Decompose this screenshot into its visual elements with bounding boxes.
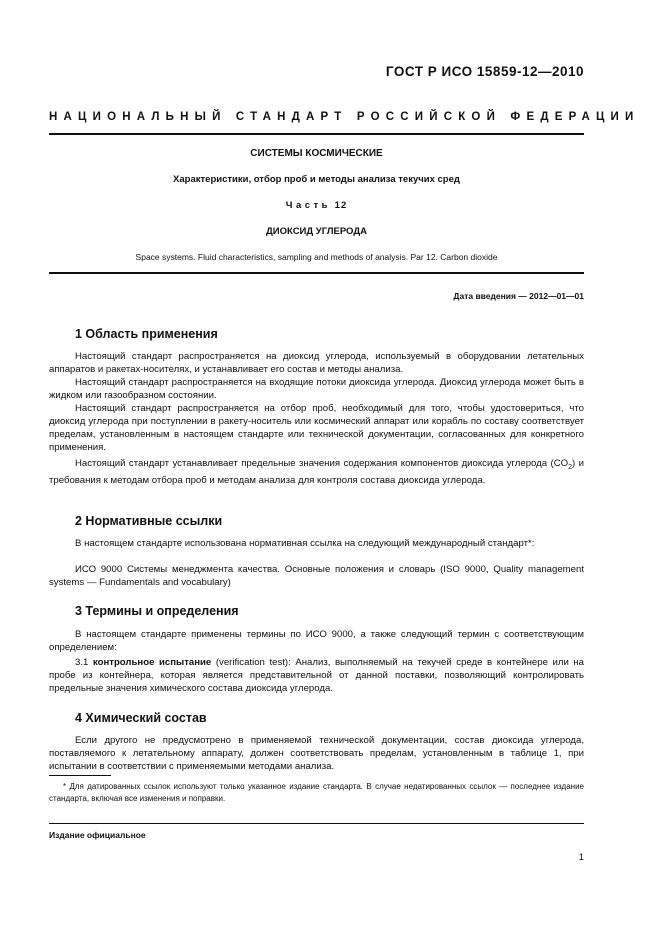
footnote-rule (49, 775, 111, 776)
term-name: контрольное испытание (92, 657, 212, 668)
co2-subscript: 2 (568, 463, 573, 471)
scope-paragraph-2: Настоящий стандарт распространяется на входящие потоки диоксида углерода. Диоксид углерода может быть в жидком или газообразном состоянии. (49, 377, 584, 401)
page-number: 1 (578, 852, 584, 863)
scope-paragraph-1: Настоящий стандарт распространяется на диоксид углерода, используемый в оборудовании летательных аппаратов и ракетах-носителях, и устанавливает его состав и методы анализа. (49, 351, 584, 375)
footnote: * Для датированных ссылок используют только указанное издание стандарта. В случае недатированных ссылок — последнее издание стандарта, включая все изменения и поправки. (49, 782, 584, 803)
reference-iso-9000: ИСО 9000 Системы менеджмента качества. Основные положения и словарь (ISO 9000, Quality management systems — Fundamentals and vocabulary) (49, 564, 584, 588)
document-subtitle: Характеристики, отбор проб и методы анализа текучих сред (173, 174, 460, 185)
document-number: ГОСТ Р ИСО 15859-12—2010 (385, 64, 584, 79)
section-heading-terms: 3 Термины и определения (75, 604, 239, 618)
term-number: 3.1 (75, 657, 89, 668)
scope-p4-text-after: ) и требования к методам отбора проб и методам анализа для контроля состава диоксида углерода. (49, 458, 584, 486)
systems-title: СИСТЕМЫ КОСМИЧЕСКИЕ (250, 148, 383, 159)
english-title: Space systems. Fluid characteristics, sampling and methods of analysis. Par 12. Carbon dioxide (135, 252, 498, 262)
part-label: Часть (285, 200, 332, 211)
introduction-date: Дата введения — 2012—01—01 (453, 291, 584, 301)
national-standard-title: НАЦИОНАЛЬНЫЙ СТАНДАРТ РОССИЙСКОЙ ФЕДЕРАЦИИ (49, 111, 640, 123)
title-bottom-rule (49, 272, 584, 274)
references-intro: В настоящем стандарте использована нормативная ссылка на следующий международный стандарт*: (75, 538, 535, 549)
part-line (49, 200, 584, 211)
part-name: ДИОКСИД УГЛЕРОДА (266, 226, 367, 237)
scope-paragraph-3: Настоящий стандарт распространяется на отбор проб, необходимый для того, чтобы удостовериться, что диоксид углерода при поступлении в ракету-носитель или космический аппарат или корабль по составу соответствует пределам, установленным в настоящем стандарте или технической документации, согласованных для конкретного применения. (49, 403, 584, 453)
composition-paragraph: Если другого не предусмотрено в применяемой технической документации, состав диоксида углерода, поставляемого к летательному аппарату, должен соответствовать пределам, установленным в таблице 1, при испытании в соответствии с применяемыми методами анализа. (49, 735, 584, 772)
section-heading-normative-references: 2 Нормативные ссылки (75, 514, 223, 528)
scope-p4-text-before: Настоящий стандарт устанавливает предельные значения содержания компонентов диоксида углерода (CO (75, 458, 569, 469)
part-number: 12 (334, 200, 348, 211)
section-heading-scope: 1 Область применения (75, 327, 218, 341)
edition-rule (49, 823, 584, 824)
title-top-rule (49, 133, 584, 135)
section-heading-chemical-composition: 4 Химический состав (75, 711, 207, 725)
term-definition: (verification test): Анализ, выполняемый на текучей среде в контейнере или на пробе из контейнера, которая является представительной от данной поставки, позволяющий контролировать предельные значения химического состава диоксида углерода. (49, 657, 585, 694)
terms-intro: В настоящем стандарте применены термины по ИСО 9000, а также следующий термин с соответствующим определением: (49, 629, 584, 653)
official-edition-label: Издание официальное (49, 830, 146, 840)
scope-paragraph-4 (49, 457, 584, 487)
term-3-1 (49, 656, 584, 695)
